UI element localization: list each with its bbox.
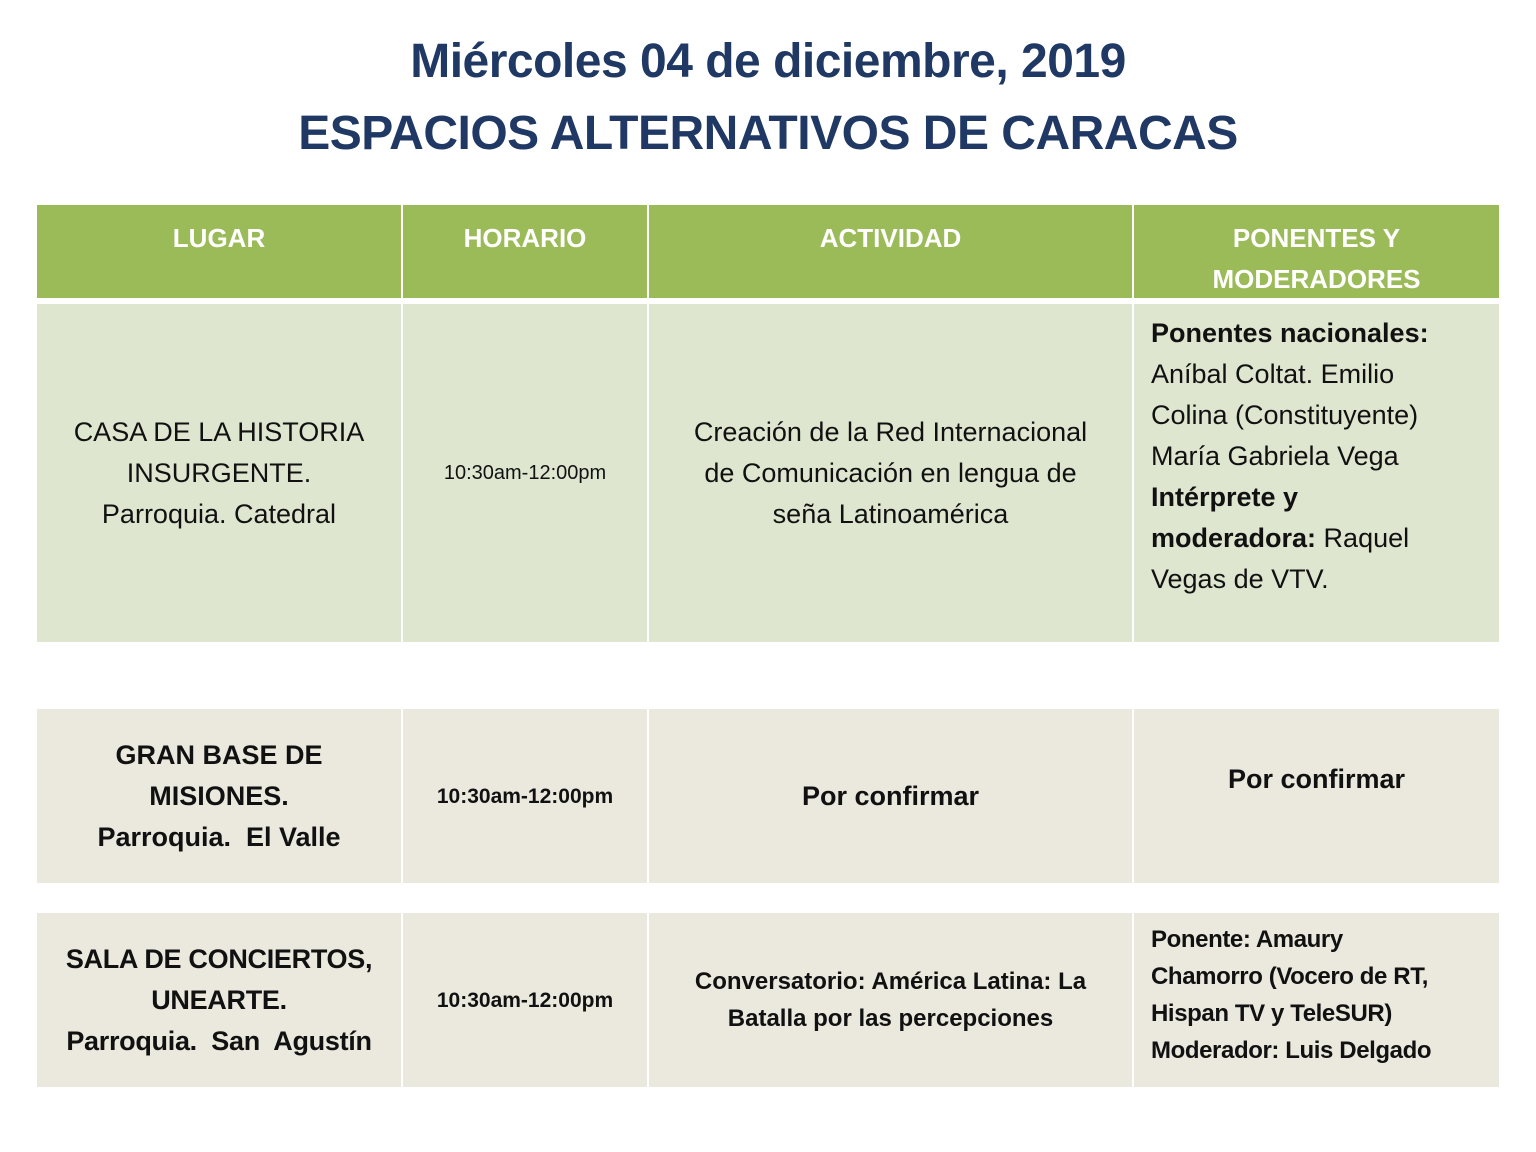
actividad-line: seña Latinoamérica — [772, 498, 1009, 529]
table-header — [37, 205, 1499, 298]
title-subtitle: ESPACIOS ALTERNATIVOS DE CARACAS — [298, 107, 1238, 160]
moderadora-name: Raquel — [1316, 523, 1410, 553]
actividad-line: Batalla por las percepciones — [727, 1005, 1054, 1032]
ponentes-line: Colina (Constituyente) — [1151, 400, 1419, 430]
cell-horario — [403, 304, 647, 642]
ponentes-line: Hispan TV y TeleSUR) — [1151, 1000, 1392, 1027]
lugar-line: INSURGENTE. — [126, 457, 312, 488]
ponentes-line: Aníbal Coltat. Emilio — [1151, 359, 1395, 389]
cell-lugar — [37, 709, 401, 883]
lugar-line: Parroquia. San Agustín — [66, 1025, 372, 1056]
ponentes-line: María Gabriela Vega — [1151, 441, 1399, 471]
horario-text: 10:30am-12:00pm — [443, 461, 607, 484]
lugar-line: SALA DE CONCIERTOS, — [65, 943, 373, 974]
header-actividad — [649, 205, 1132, 298]
horario-text: 10:30am-12:00pm — [436, 784, 614, 808]
cell-ponentes — [1134, 304, 1499, 642]
table-row — [37, 913, 1499, 1087]
lugar-line: Parroquia. Catedral — [101, 498, 337, 529]
title-date: Miércoles 04 de diciembre, 2019 — [410, 35, 1126, 88]
actividad-line: Creación de la Red Internacional — [693, 416, 1088, 447]
lugar-line: CASA DE LA HISTORIA — [73, 416, 365, 447]
interprete-label: Intérprete y — [1151, 482, 1299, 512]
header-horario — [403, 205, 647, 298]
ponentes-line: Chamorro (Vocero de RT, — [1151, 963, 1429, 990]
cell-lugar — [37, 304, 401, 642]
header-ponentes-label-2: MODERADORES — [1212, 264, 1421, 294]
lugar-line: GRAN BASE DE — [115, 739, 323, 770]
lugar-line: MISIONES. — [149, 780, 289, 811]
ponentes-line: Moderador: Luis Delgado — [1151, 1037, 1432, 1064]
cell-actividad — [649, 709, 1132, 883]
lugar-line: Parroquia. El Valle — [97, 821, 341, 852]
moderadora-label: moderadora: — [1151, 523, 1317, 553]
ponentes-text: Por confirmar — [1227, 764, 1406, 794]
header-ponentes-label-1: PONENTES Y — [1232, 223, 1401, 253]
cell-actividad — [649, 304, 1132, 642]
header-lugar — [37, 205, 401, 298]
lugar-line: UNEARTE. — [151, 984, 287, 1015]
header-lugar-label: LUGAR — [172, 223, 266, 253]
actividad-line: Conversatorio: América Latina: La — [694, 968, 1087, 995]
page-title — [0, 26, 1536, 170]
cell-lugar — [37, 913, 401, 1087]
header-horario-label: HORARIO — [463, 223, 587, 253]
table-row — [37, 709, 1499, 883]
ponentes-line: Ponente: Amaury — [1151, 926, 1343, 953]
cell-ponentes — [1134, 913, 1499, 1087]
actividad-text: Por confirmar — [801, 780, 980, 811]
ponentes-line: Vegas de VTV. — [1151, 564, 1329, 594]
cell-actividad — [649, 913, 1132, 1087]
header-ponentes — [1134, 205, 1499, 298]
ponentes-label: Ponentes nacionales: — [1151, 318, 1429, 348]
cell-horario — [403, 913, 647, 1087]
actividad-line: de Comunicación en lengua de — [704, 457, 1077, 488]
table-row — [37, 304, 1499, 642]
cell-horario — [403, 709, 647, 883]
horario-text: 10:30am-12:00pm — [436, 988, 614, 1012]
header-actividad-label: ACTIVIDAD — [819, 223, 962, 253]
cell-ponentes — [1134, 709, 1499, 883]
